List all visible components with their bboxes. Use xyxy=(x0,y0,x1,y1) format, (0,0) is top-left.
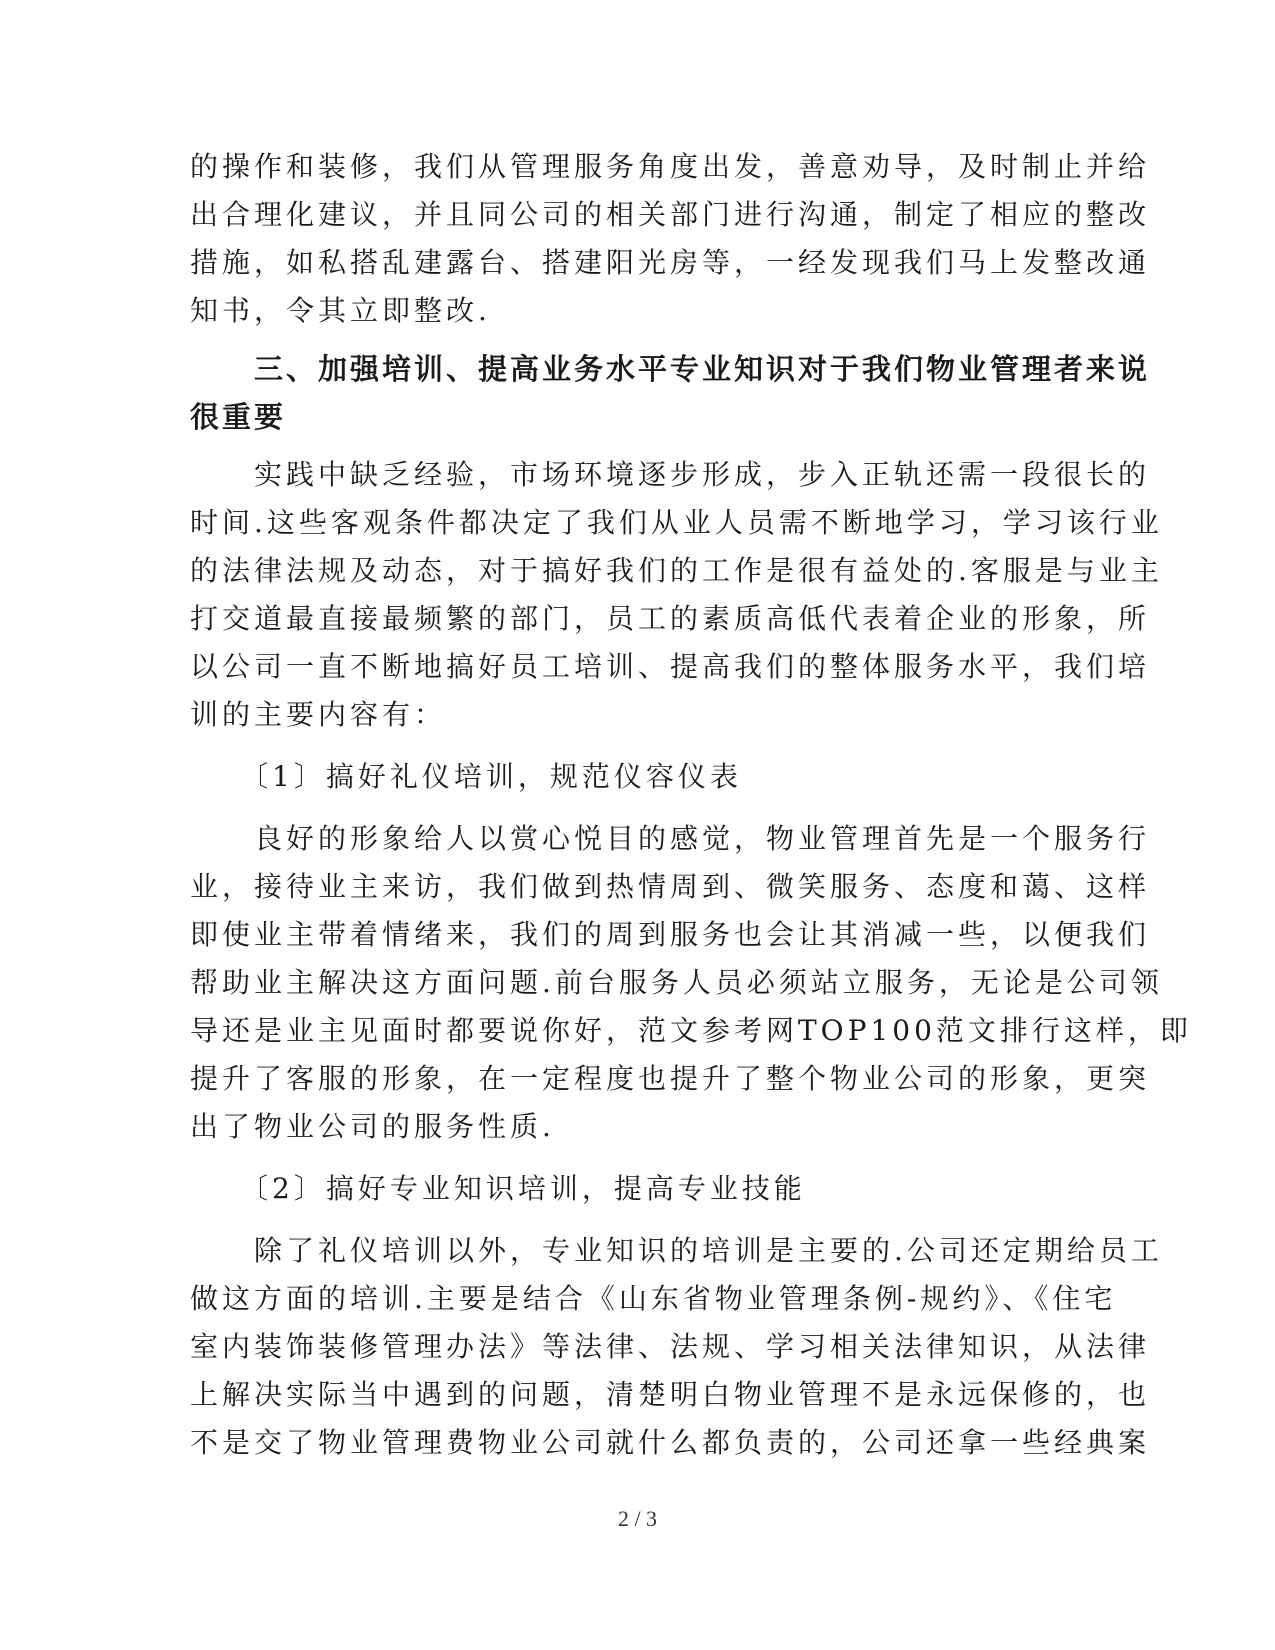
text-line: 业，接待业主来访，我们做到热情周到、微笑服务、态度和蔼、这样 xyxy=(190,870,1151,903)
text-line: 以公司一直不断地搞好员工培训、提高我们的整体服务水平，我们培 xyxy=(190,650,1151,683)
text-line: 提升了客服的形象，在一定程度也提升了整个物业公司的形象，更突 xyxy=(190,1062,1151,1095)
text-line: 的法律法规及动态，对于搞好我们的工作是很有益处的.客服是与业主 xyxy=(190,554,1163,587)
text-line: 出了物业公司的服务性质. xyxy=(190,1110,555,1143)
document-body xyxy=(190,143,1192,1467)
text-line: 实践中缺乏经验，市场环境逐步形成，步入正轨还需一段很长的 xyxy=(190,458,1151,491)
text-line: 室内装饰装修管理办法》等法律、法规、学习相关法律知识，从法律 xyxy=(190,1330,1151,1363)
text-line: 训的主要内容有： xyxy=(190,698,447,731)
text-line: 做这方面的培训.主要是结合《山东省物业管理条例-规约》、《住宅 xyxy=(190,1282,1117,1315)
text-line: 导还是业主见面时都要说你好，范文参考网TOP100范文排行这样，即 xyxy=(190,1014,1192,1047)
text-line: 知书，令其立即整改. xyxy=(190,294,491,327)
text-line: 上解决实际当中遇到的问题，清楚明白物业管理不是永远保修的，也 xyxy=(190,1378,1151,1411)
text-line: 出合理化建议，并且同公司的相关部门进行沟通，制定了相应的整改 xyxy=(190,198,1151,231)
text-line: 良好的形象给人以赏心悦目的感觉，物业管理首先是一个服务行 xyxy=(190,822,1151,855)
text-line: 即使业主带着情绪来，我们的周到服务也会让其消减一些，以便我们 xyxy=(190,918,1151,951)
text-line: 不是交了物业管理费物业公司就什么都负责的，公司还拿一些经典案 xyxy=(190,1426,1151,1459)
text-line: 的操作和装修，我们从管理服务角度出发，善意劝导，及时制止并给 xyxy=(190,150,1151,183)
page-number: 2 / 3 xyxy=(617,1506,658,1531)
text-line: 时间.这些客观条件都决定了我们从业人员需不断地学习，学习该行业 xyxy=(190,506,1163,539)
text-line: 打交道最直接最频繁的部门，员工的素质高低代表着企业的形象，所 xyxy=(190,602,1151,635)
section-heading: 很重要 xyxy=(190,400,287,434)
text-line: 除了礼仪培训以外，专业知识的培训是主要的.公司还定期给员工 xyxy=(190,1234,1163,1267)
text-line: 帮助业主解决这方面问题.前台服务人员必须站立服务，无论是公司领 xyxy=(190,966,1163,999)
subsection-heading: 〔2〕搞好专业知识培训，提高专业技能 xyxy=(190,1172,806,1205)
text-line: 措施，如私搭乱建露台、搭建阳光房等，一经发现我们马上发整改通 xyxy=(190,246,1151,279)
subsection-heading: 〔1〕搞好礼仪培训，规范仪容仪表 xyxy=(190,760,742,793)
section-heading: 三、加强培训、提高业务水平专业知识对于我们物业管理者来说 xyxy=(190,352,1151,386)
